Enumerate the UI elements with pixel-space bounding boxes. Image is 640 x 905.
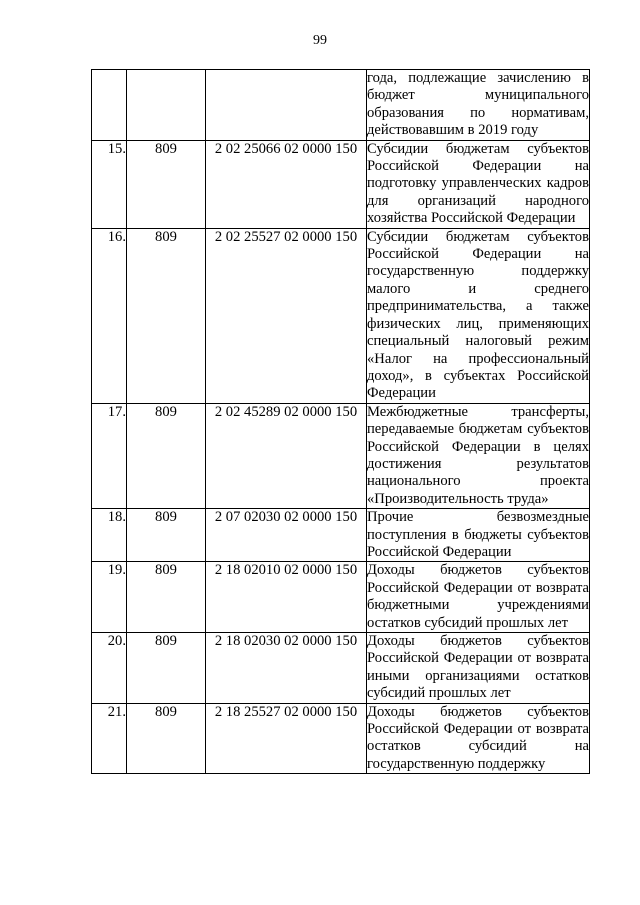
budget-code-cell: 2 02 45289 02 0000 150: [206, 403, 367, 508]
budget-code-cell: 2 18 25527 02 0000 150: [206, 703, 367, 774]
admin-code-cell: 809: [127, 403, 206, 508]
table-row: [92, 403, 590, 508]
admin-code-cell: 809: [127, 140, 206, 228]
admin-code-cell: [127, 70, 206, 141]
budget-code-cell: [206, 70, 367, 141]
table-row: [92, 70, 590, 141]
revenue-table: [91, 69, 590, 774]
admin-code-cell: 809: [127, 228, 206, 403]
budget-code-cell: 2 07 02030 02 0000 150: [206, 509, 367, 562]
row-number-cell: 21.: [92, 703, 127, 774]
revenue-name-cell: Субсидии бюджетам субъектов Российской Федерации на государственную поддержку малого и среднего предпринимательства, а также физических лиц, применяющих специальный налоговый режим «Налог на профессиональный доход», в субъектах Российской Федерации: [367, 228, 589, 402]
budget-code-cell: 2 02 25066 02 0000 150: [206, 140, 367, 228]
revenue-name-cell: Доходы бюджетов субъектов Российской Федерации от возврата бюджетными учреждениями остатков субсидий прошлых лет: [367, 562, 589, 631]
revenue-name-cell: года, подлежащие зачислению в бюджет муниципального образования по нормативам, действовавшим в 2019 году: [367, 70, 589, 139]
row-number-cell: 18.: [92, 509, 127, 562]
table-row: [92, 140, 590, 228]
revenue-name-cell: Доходы бюджетов субъектов Российской Федерации от возврата иными организациями остатков субсидий прошлых лет: [367, 633, 589, 702]
row-number-cell: 16.: [92, 228, 127, 403]
budget-code-cell: 2 02 25527 02 0000 150: [206, 228, 367, 403]
revenue-name-cell: Межбюджетные трансферты, передаваемые бюджетам субъектов Российской Федерации в целях достижения результатов национального проекта «Производительность труда»: [367, 403, 589, 507]
page-number: 99: [313, 33, 327, 48]
revenue-name-cell: Прочие безвозмездные поступления в бюджеты субъектов Российской Федерации: [367, 509, 589, 560]
admin-code-cell: 809: [127, 562, 206, 633]
row-number-cell: 19.: [92, 562, 127, 633]
row-number-cell: 17.: [92, 403, 127, 508]
budget-code-cell: 2 18 02010 02 0000 150: [206, 562, 367, 633]
table-row: [92, 228, 590, 403]
table-row: [92, 562, 590, 633]
table-row: [92, 633, 590, 704]
table-row: [92, 509, 590, 562]
row-number-cell: 15.: [92, 140, 127, 228]
admin-code-cell: 809: [127, 703, 206, 774]
admin-code-cell: 809: [127, 633, 206, 704]
table-row: [92, 703, 590, 774]
revenue-name-cell: Субсидии бюджетам субъектов Российской Федерации на подготовку управленческих кадров для организаций народного хозяйства Российской Федерации: [367, 140, 589, 227]
row-number-cell: [92, 70, 127, 141]
row-number-cell: 20.: [92, 633, 127, 704]
admin-code-cell: 809: [127, 509, 206, 562]
revenue-name-cell: Доходы бюджетов субъектов Российской Федерации от возврата остатков субсидий на государственную поддержку: [367, 703, 589, 772]
budget-code-cell: 2 18 02030 02 0000 150: [206, 633, 367, 704]
